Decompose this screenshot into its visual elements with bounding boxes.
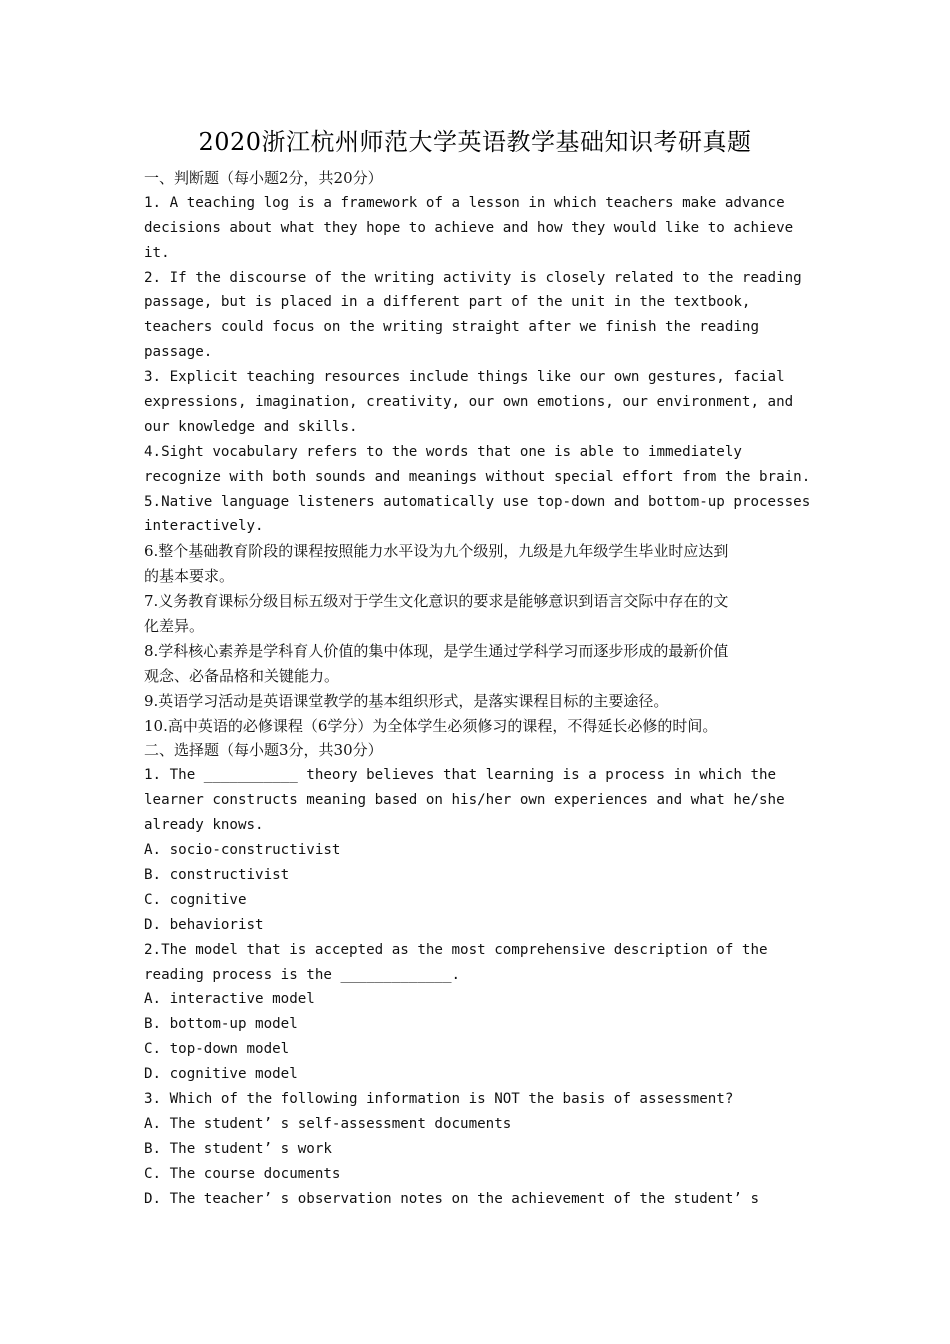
- mc-question-2-stem-line-1: 2.The model that is accepted as the most comprehensive description of the: [144, 941, 768, 958]
- mc-question-3-option-d: D. The teacher’ s observation notes on the achievement of the student’ s: [144, 1190, 759, 1207]
- mc-question-1-stem-line-3: already knows.: [144, 817, 264, 834]
- tf-question-4-line-2: recognize with both sounds and meanings without special effort from the brain.: [144, 468, 811, 485]
- document-body: [144, 166, 824, 1211]
- section-heading-multiple-choice: 二、选择题（每小题3分，共30分）: [144, 741, 383, 760]
- tf-question-5-line-1: 5.Native language listeners automatically use top-down and bottom-up processes: [144, 493, 811, 510]
- tf-question-4-line-1: 4.Sight vocabulary refers to the words that one is able to immediately: [144, 443, 742, 460]
- tf-question-2-line-2: passage, but is placed in a different part of the unit in the textbook,: [144, 294, 751, 311]
- document-title: 2020浙江杭州师范大学英语教学基础知识考研真题: [198, 128, 752, 156]
- tf-question-2-line-4: passage.: [144, 344, 213, 361]
- section-heading-true-false: 一、判断题（每小题2分，共20分）: [144, 169, 383, 187]
- tf-question-6-line-1: 6.整个基础教育阶段的课程按照能力水平设为九个级别，九级是九年级学生毕业时应达到: [144, 542, 729, 561]
- mc-question-2-option-a: A. interactive model: [144, 991, 315, 1008]
- mc-question-3-option-c: C. The course documents: [144, 1165, 341, 1182]
- mc-question-3-stem-line-1: 3. Which of the following information is NOT the basis of assessment?: [144, 1090, 734, 1107]
- tf-question-3-line-1: 3. Explicit teaching resources include things like our own gestures, facial: [144, 369, 785, 386]
- mc-question-1-option-d: D. behaviorist: [144, 916, 264, 933]
- mc-question-1-option-a: A. socio-constructivist: [144, 842, 341, 859]
- mc-question-3-option-a: A. The student’ s self-assessment documents: [144, 1115, 512, 1132]
- tf-question-9-line-1: 9.英语学习活动是英语课堂教学的基本组织形式，是落实课程目标的主要途径。: [144, 691, 669, 710]
- tf-question-2-line-1: 2. If the discourse of the writing activity is closely related to the reading: [144, 269, 802, 286]
- mc-question-1-option-b: B. constructivist: [144, 866, 290, 883]
- tf-question-7-line-2: 化差异。: [144, 617, 205, 636]
- mc-question-3-option-b: B. The student’ s work: [144, 1140, 332, 1157]
- tf-question-3-line-3: our knowledge and skills.: [144, 418, 358, 435]
- mc-question-1-stem-line-1: 1. The ___________ theory believes that learning is a process in which the: [144, 767, 777, 784]
- mc-question-1-option-c: C. cognitive: [144, 891, 247, 908]
- tf-question-6-line-2: 的基本要求。: [144, 567, 235, 586]
- tf-question-2-line-3: teachers could focus on the writing straight after we finish the reading: [144, 319, 759, 336]
- tf-question-8-line-2: 观念、必备品格和关键能力。: [144, 666, 340, 685]
- tf-question-1-line-1: 1. A teaching log is a framework of a lesson in which teachers make advance: [144, 194, 785, 211]
- tf-question-1-line-3: it.: [144, 244, 170, 261]
- mc-question-2-option-c: C. top-down model: [144, 1041, 290, 1058]
- tf-question-8-line-1: 8.学科核心素养是学科育人价值的集中体现，是学生通过学科学习而逐步形成的最新价值: [144, 641, 729, 660]
- mc-question-1-stem-line-2: learner constructs meaning based on his/her own experiences and what he/she: [144, 792, 785, 809]
- mc-question-2-option-b: B. bottom-up model: [144, 1016, 298, 1033]
- mc-question-2-option-d: D. cognitive model: [144, 1066, 298, 1083]
- tf-question-1-line-2: decisions about what they hope to achieve and how they would like to achieve: [144, 219, 794, 236]
- tf-question-7-line-1: 7.义务教育课标分级目标五级对于学生文化意识的要求是能够意识到语言交际中存在的文: [144, 592, 729, 611]
- mc-question-2-stem-line-2: reading process is the _____________.: [144, 966, 461, 983]
- tf-question-10-line-1: 10.高中英语的必修课程（6学分）为全体学生必须修习的课程，不得延长必修的时间。: [144, 716, 718, 735]
- tf-question-5-line-2: interactively.: [144, 518, 264, 535]
- tf-question-3-line-2: expressions, imagination, creativity, our own emotions, our environment, and: [144, 394, 794, 411]
